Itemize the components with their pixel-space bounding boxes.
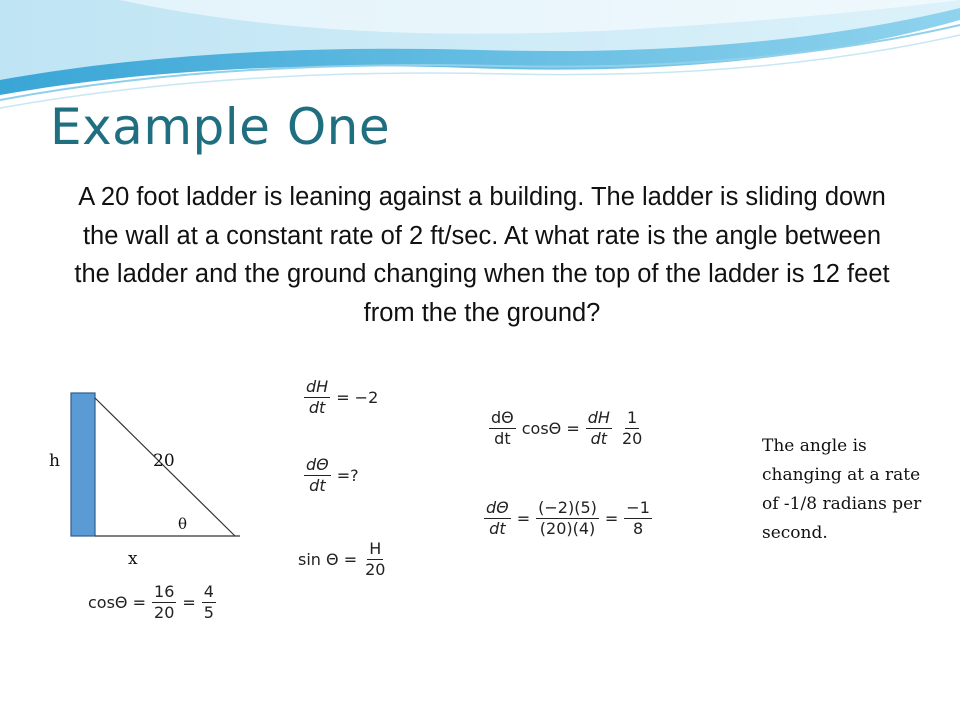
cos-frac2-num: 4 bbox=[203, 582, 214, 601]
impl-num1: dΘ bbox=[491, 408, 514, 427]
impl-fraction-2 bbox=[586, 408, 612, 449]
cos-equation bbox=[88, 582, 218, 623]
impl-den3: 20 bbox=[621, 429, 643, 448]
implicit-diff-equation bbox=[487, 408, 646, 449]
dthetadt-fraction bbox=[304, 455, 331, 496]
dhdt-den: dt bbox=[308, 398, 326, 417]
sin-equation bbox=[298, 539, 389, 580]
res-den3: 8 bbox=[633, 519, 644, 538]
res-den1: dt bbox=[489, 519, 506, 538]
res-fraction-3 bbox=[624, 498, 652, 539]
slide-title: Example One bbox=[50, 98, 391, 156]
cos-eq-sign: = bbox=[182, 593, 196, 612]
problem-statement: A 20 foot ladder is leaning against a building. The ladder is sliding down the wall at a constant rate of 2 ft/sec. At what rate is the angle between the ladder and the ground changing when the top of the ladder is 12 feet from the the ground? bbox=[74, 183, 890, 327]
res-num3: −1 bbox=[626, 498, 650, 517]
impl-fraction-1 bbox=[489, 408, 516, 449]
impl-fraction-3 bbox=[620, 408, 644, 449]
base-label: x bbox=[128, 549, 138, 569]
dthetadt-num: dΘ bbox=[306, 455, 329, 474]
dhdt-equation bbox=[302, 377, 378, 418]
height-label: h bbox=[49, 451, 60, 471]
dthetadt-rhs: =? bbox=[336, 466, 359, 485]
res-eq2: = bbox=[604, 509, 619, 528]
cos-fraction-1 bbox=[152, 582, 176, 623]
cos-frac1-num: 16 bbox=[154, 582, 175, 601]
answer-text: The angle is changing at a rate of -1/8 radians per second. bbox=[762, 436, 922, 543]
impl-num2: dH bbox=[587, 408, 610, 427]
dhdt-num: dH bbox=[306, 377, 329, 396]
impl-mid: cosΘ = bbox=[521, 419, 580, 438]
ladder-triangle-diagram bbox=[40, 388, 260, 578]
cos-frac2-den: 5 bbox=[203, 603, 214, 622]
res-den2: (20)(4) bbox=[539, 519, 596, 538]
cos-lhs: cosΘ = bbox=[88, 593, 147, 612]
sin-num: H bbox=[369, 539, 382, 558]
sin-fraction bbox=[363, 539, 387, 580]
building-rect bbox=[71, 393, 95, 536]
dhdt-fraction bbox=[304, 377, 330, 418]
cos-fraction-2 bbox=[202, 582, 216, 623]
result-equation bbox=[482, 498, 654, 539]
res-eq1: = bbox=[516, 509, 531, 528]
dhdt-rhs: = −2 bbox=[336, 388, 379, 407]
impl-den2: dt bbox=[590, 429, 608, 448]
angle-label: θ bbox=[178, 515, 188, 533]
res-num2: (−2)(5) bbox=[538, 498, 597, 517]
cos-frac1-den: 20 bbox=[154, 603, 175, 622]
impl-den1: dt bbox=[494, 429, 511, 448]
res-num1: dΘ bbox=[486, 498, 509, 517]
res-fraction-2 bbox=[536, 498, 599, 539]
dthetadt-den: dt bbox=[309, 476, 326, 495]
ladder-length-label: 20 bbox=[153, 451, 175, 471]
dthetadt-equation bbox=[302, 455, 359, 496]
impl-num3: 1 bbox=[627, 408, 638, 427]
sin-den: 20 bbox=[365, 560, 386, 579]
res-fraction-1 bbox=[484, 498, 511, 539]
sin-lhs: sin Θ = bbox=[298, 550, 358, 569]
